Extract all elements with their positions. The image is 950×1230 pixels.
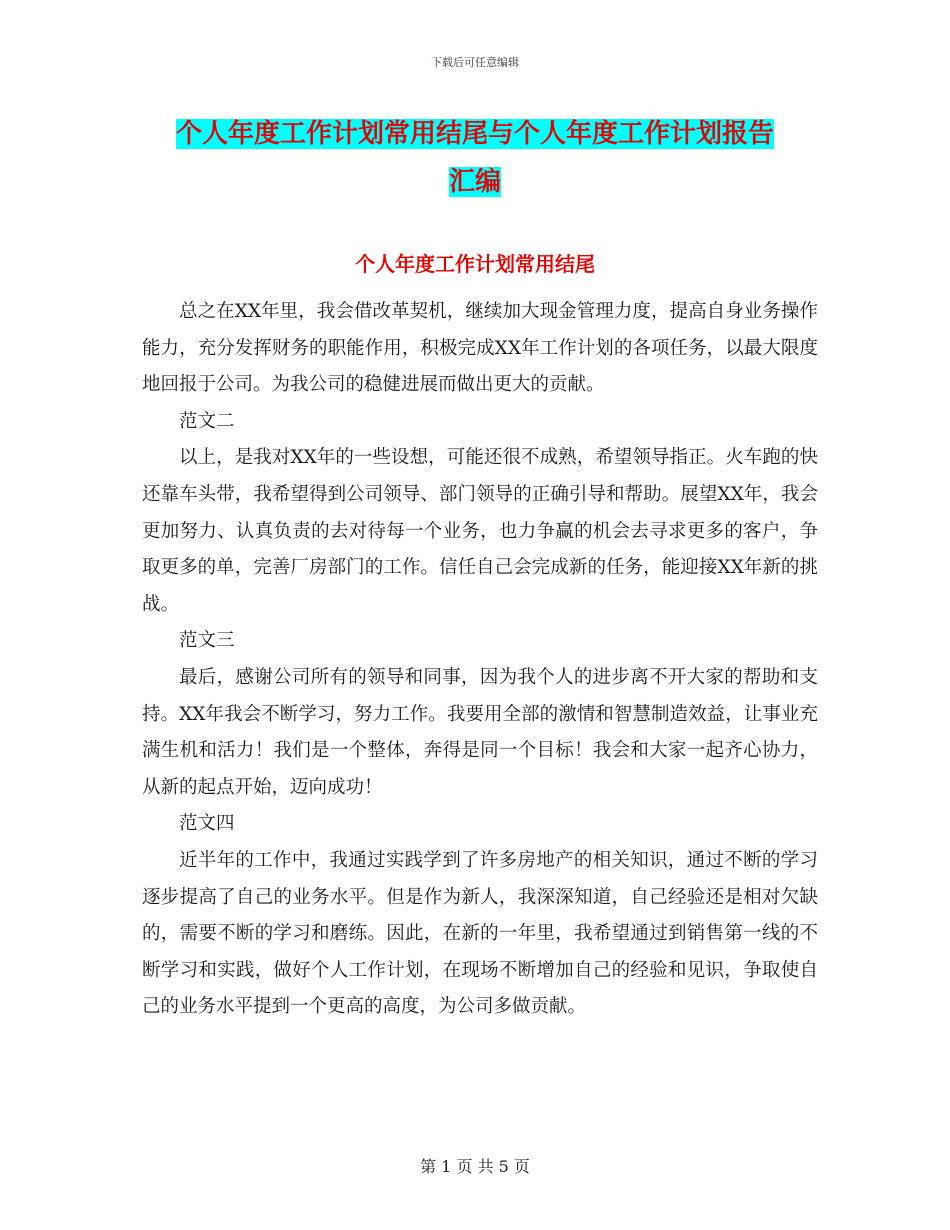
body-paragraph: 最后，感谢公司所有的领导和同事，因为我个人的进步离不开大家的帮助和支持。XX年我会不断学习，努力工作。我要用全部的激情和智慧制造效益，让事业充满生机和活力！我们是一个整体，奔得是同一个目标！我会和大家一起齐心协力，从新的起点开始，迈向成功！	[142, 666, 818, 798]
sample-heading: 范文四	[179, 813, 235, 835]
section-title: 个人年度工作计划常用结尾	[355, 252, 595, 276]
document-title	[0, 110, 950, 206]
page-number-footer: 第 1 页 共 5 页	[420, 1157, 530, 1176]
header-note: 下载后可任意编辑	[431, 56, 519, 69]
body-paragraph: 近半年的工作中，我通过实践学到了许多房地产的相关知识，通过不断的学习逐步提高了自己的业务水平。但是作为新人，我深深知道，自己经验还是相对欠缺的，需要不断的学习和磨练。因此，在新的一年里，我希望通过到销售第一线的不断学习和实践，做好个人工作计划，在现场不断增加自己的经验和见识，争取使自己的业务水平提到一个更高的高度，为公司多做贡献。	[142, 849, 818, 1018]
sample-heading: 范文二	[179, 410, 235, 432]
document-title-line-1: 个人年度工作计划常用结尾与个人年度工作计划报告	[175, 119, 774, 149]
body-paragraph: 总之在XX年里，我会借改革契机，继续加大现金管理力度，提高自身业务操作能力，充分发挥财务的职能作用，积极完成XX年工作计划的各项任务，以最大限度地回报于公司。为我公司的稳健进展而做出更大的贡献。	[142, 301, 818, 396]
sample-heading: 范文三	[179, 630, 235, 652]
document-title-line-2: 汇编	[448, 167, 501, 197]
body-paragraph: 以上，是我对XX年的一些设想，可能还很不成熟，希望领导指正。火车跑的快还靠车头带，我希望得到公司领导、部门领导的正确引导和帮助。展望XX年，我会更加努力、认真负责的去对待每一个业务，也力争赢的机会去寻求更多的客户，争取更多的单，完善厂房部门的工作。信任自己会完成新的任务，能迎接XX年新的挑战。	[142, 447, 818, 615]
document-body	[142, 294, 818, 1026]
